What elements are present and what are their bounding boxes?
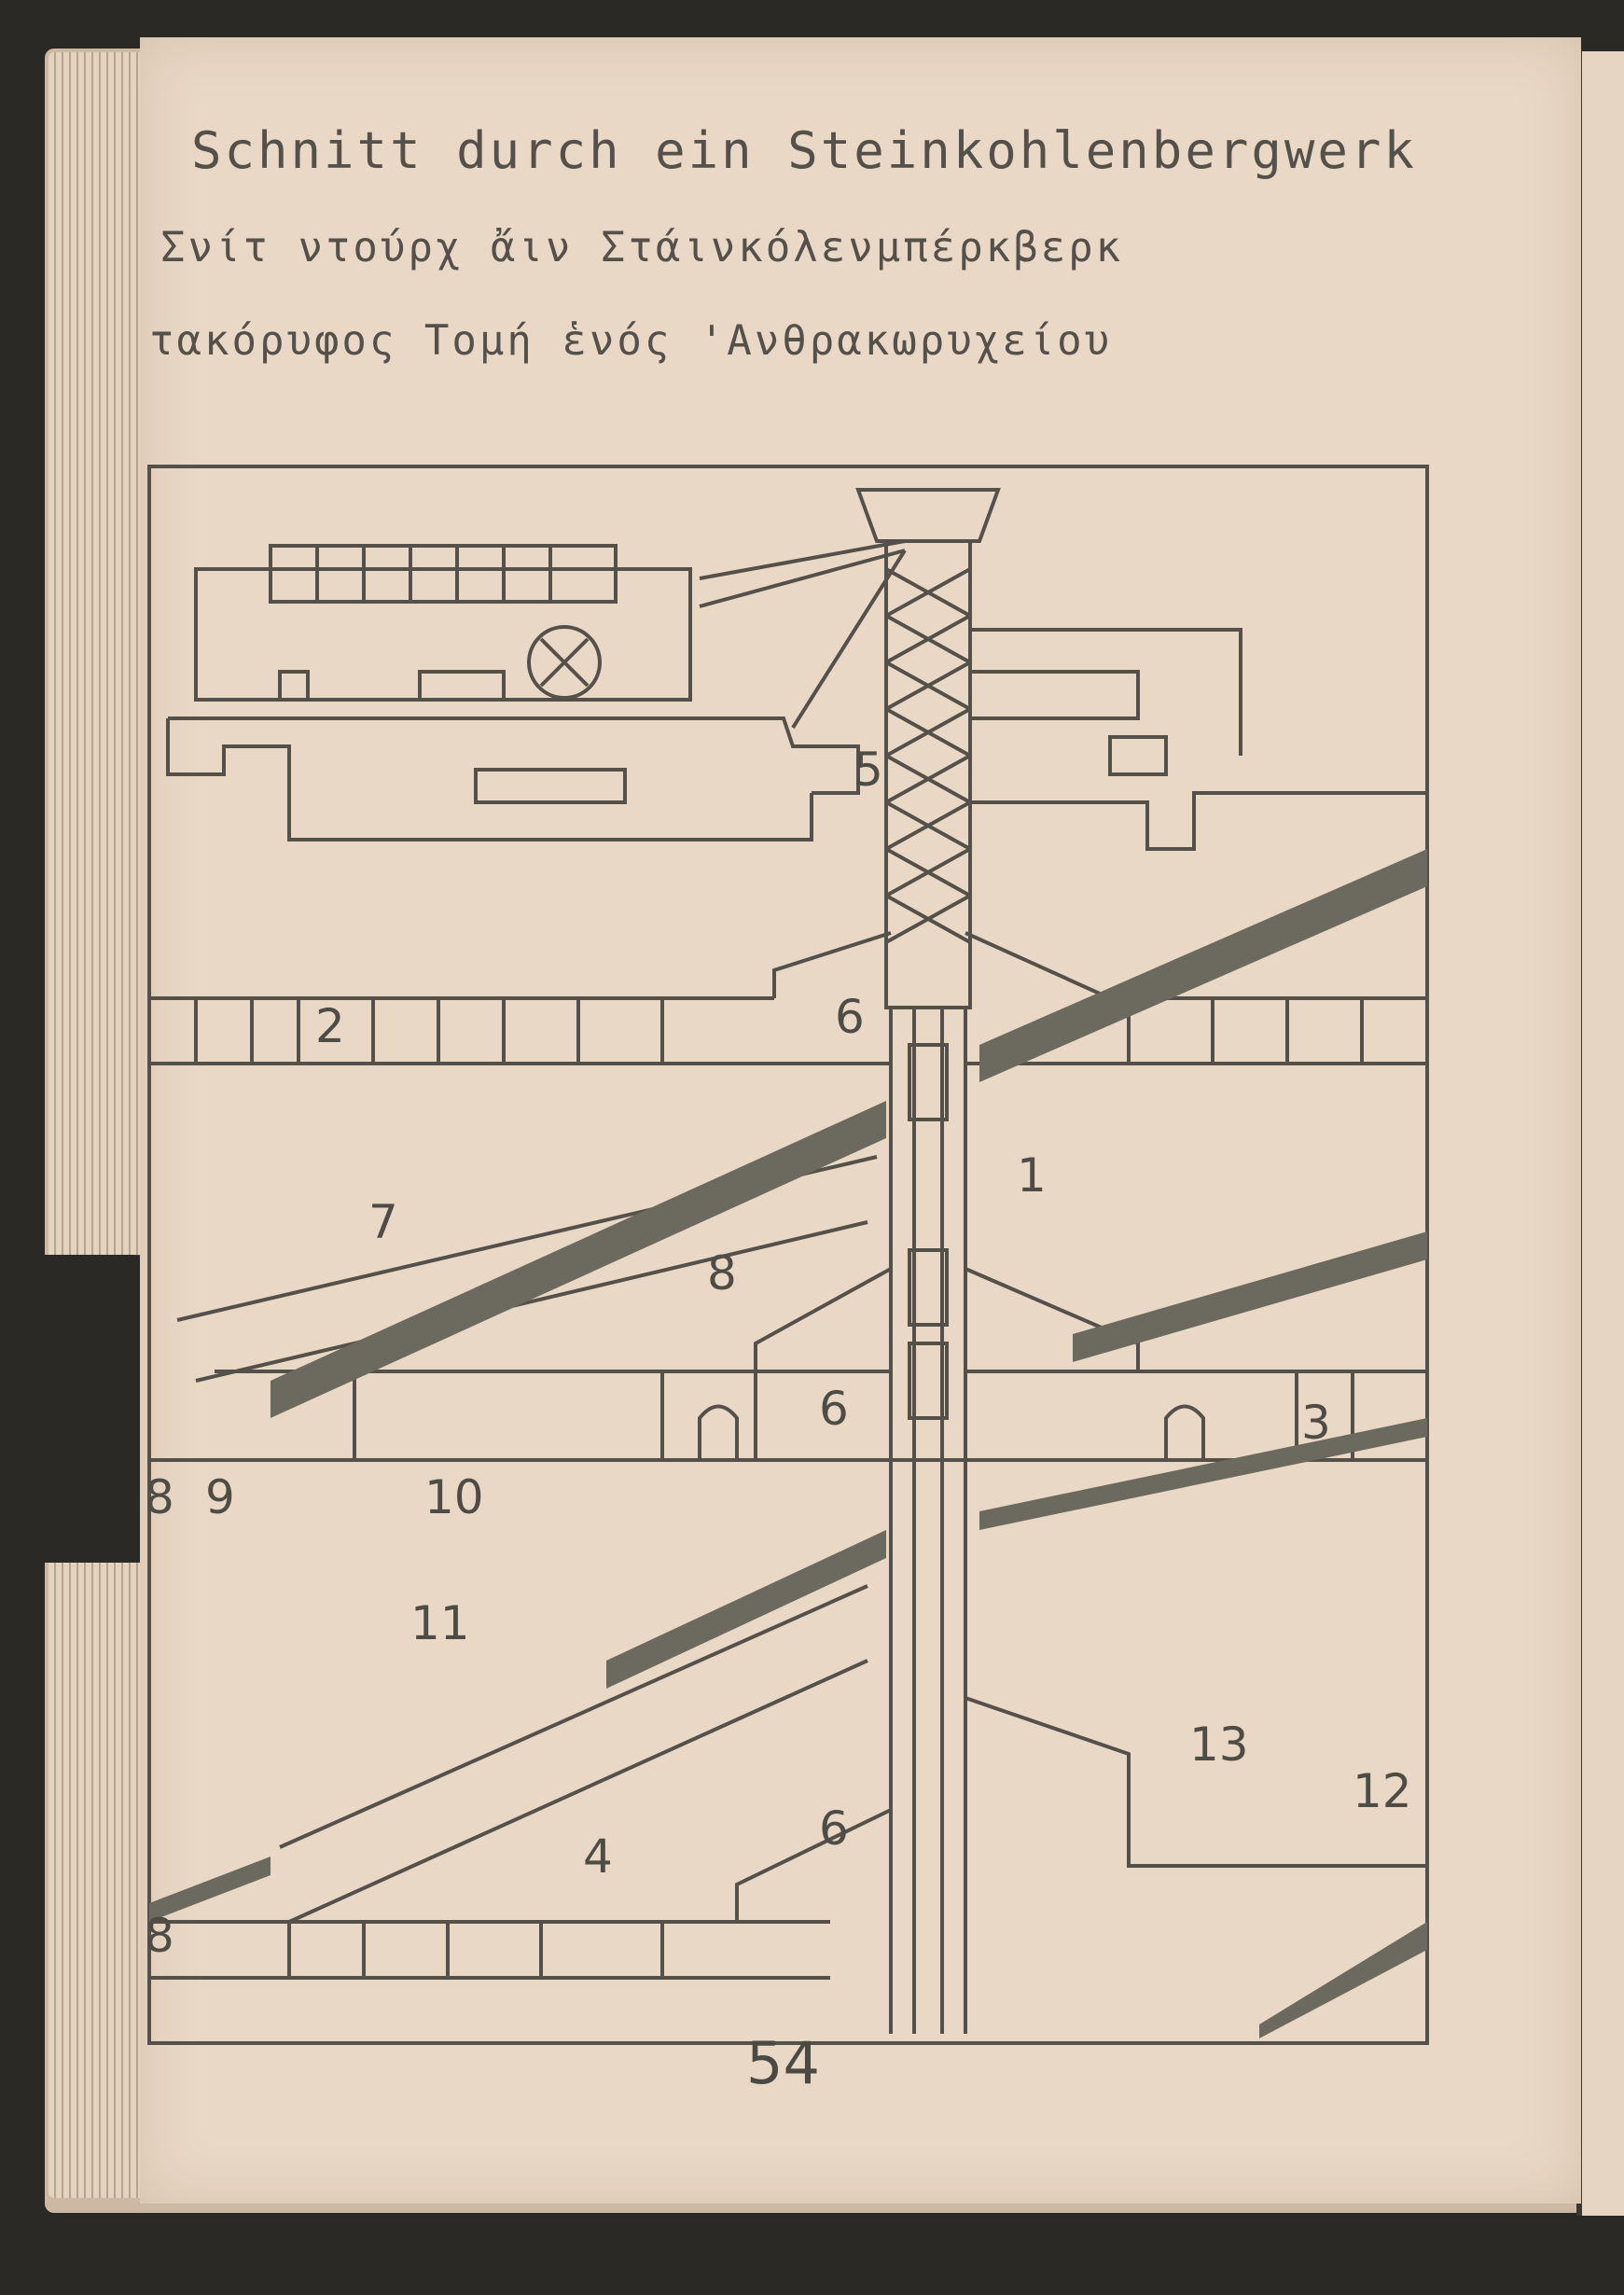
diagram-label: 1 xyxy=(1017,1148,1047,1203)
diagram-label: 6 xyxy=(819,1382,849,1436)
title-greek-transliteration: Σνίτ ντούρχ ἄιν Στάινκόλενμπέρκβερκ xyxy=(160,224,1124,271)
diagram-label: 12 xyxy=(1353,1764,1412,1818)
diagram-label: 7 xyxy=(368,1195,398,1249)
diagram-label: 5 xyxy=(854,743,883,797)
diagram-label: 6 xyxy=(835,990,865,1044)
main-shaft xyxy=(891,1008,965,2034)
diagram-label: 3 xyxy=(1301,1396,1331,1450)
diagram-label: 10 xyxy=(424,1470,484,1524)
diagram-label: 8 xyxy=(145,1909,174,1963)
facing-page-edge xyxy=(1576,51,1624,2216)
diagram-label: 8 xyxy=(145,1470,174,1524)
diagram-label: 2 xyxy=(315,999,345,1053)
diagram-label: 13 xyxy=(1189,1718,1249,1772)
headframe-tower xyxy=(700,490,998,1008)
diagram-label: 9 xyxy=(205,1470,235,1524)
diagram-label: 11 xyxy=(410,1596,470,1650)
mine-cross-section-diagram xyxy=(140,448,1446,2052)
diagram-label: 8 xyxy=(707,1246,737,1300)
surface-building-right xyxy=(970,630,1427,849)
title-greek: τακόρυφος Τομή ἑνός 'Ανθρακωρυχείου xyxy=(149,317,1113,365)
diagram-frame xyxy=(149,466,1427,2043)
page-number: 54 xyxy=(746,2029,820,2097)
title-german: Schnitt durch ein Steinkohlenbergwerk xyxy=(191,121,1417,180)
diagram-label: 6 xyxy=(819,1801,849,1856)
diagram-label: 4 xyxy=(583,1829,613,1884)
